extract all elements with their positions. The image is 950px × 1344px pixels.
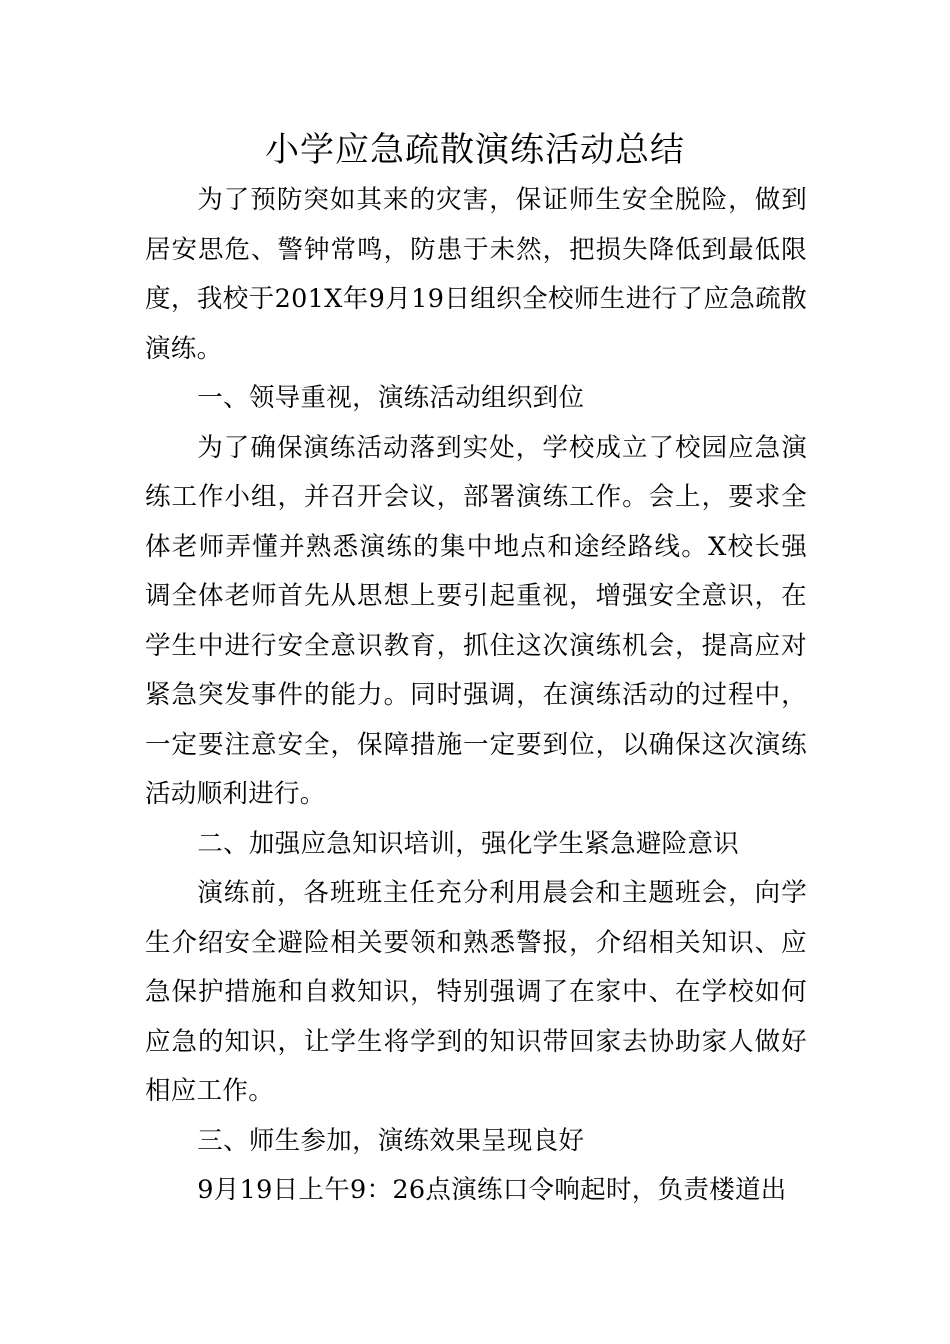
paragraph-intro: 为了预防突如其来的灾害，保证师生安全脱险，做到居安思危、警钟常鸣，防患于未然，把损失降低到最低限度，我校于201X年9月19日组织全校师生进行了应急疏散演练。 — [145, 185, 807, 364]
section-heading-1: 一、领导重视，演练活动组织到位 — [197, 383, 585, 413]
paragraph-section-2: 演练前，各班班主任充分利用晨会和主题班会，向学生介绍安全避险相关要领和熟悉警报，介绍相关知识、应急保护措施和自救知识，特别强调了在家中、在学校如何应急的知识，让学生将学到的知识带回家去协助家人做好相应工作。 — [145, 878, 807, 1106]
paragraph-section-1: 为了确保演练活动落到实处，学校成立了校园应急演练工作小组，并召开会议，部署演练工作。会上，要求全体老师弄懂并熟悉演练的集中地点和途经路线。X校长强调全体老师首先从思想上要引起重视，增强安全意识，在学生中进行安全意识教育，抓住这次演练机会，提高应对紧急突发事件的能力。同时强调，在演练活动的过程中，一定要注意安全，保障措施一定要到位，以确保这次演练活动顺利进行。 — [145, 432, 807, 809]
section-heading-2: 二、加强应急知识培训，强化学生紧急避险意识 — [197, 828, 740, 859]
section-heading-3: 三、师生参加，演练效果呈现良好 — [197, 1125, 585, 1156]
paragraph-section-3: 9月19日上午9：26点演练口令响起时，负责楼道出 — [197, 1175, 787, 1205]
document-body — [145, 176, 807, 1216]
page-title: 小学应急疏散演练活动总结 — [265, 130, 685, 170]
